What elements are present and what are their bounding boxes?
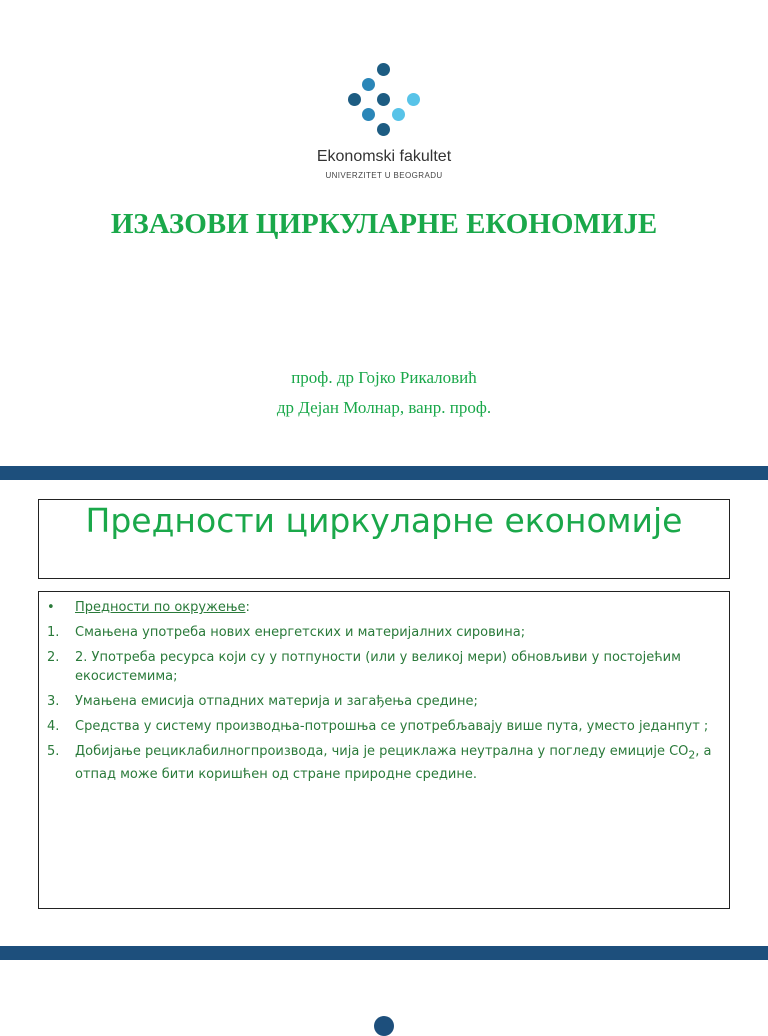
list-item-text: Добијање рециклабилногпроизвода, чија је рециклажа неутрална у погледу емиције CO: [75, 744, 689, 759]
author-line: др Дејан Молнар, ванр. проф.: [276, 398, 492, 417]
list-number: 3.: [47, 694, 60, 709]
advantages-list: [47, 598, 727, 790]
list-item: [47, 648, 727, 686]
list-item-text-tail: , а отпад може бити коришћен од стране природне средине.: [75, 744, 712, 782]
next-slide-logo-dot: [374, 1016, 394, 1036]
logo-dot: [377, 63, 390, 76]
slide-title: Предности циркуларне економије: [85, 501, 683, 540]
list-heading: [47, 598, 727, 617]
logo-subtitle: UNIVERZITET U BEOGRADU: [325, 171, 443, 180]
list-item: [47, 742, 727, 784]
content-slide: [0, 480, 768, 946]
author-line: проф. др Гојко Рикаловић: [291, 368, 477, 387]
heading-colon: :: [245, 600, 250, 615]
list-number: 5.: [47, 744, 60, 759]
content-placeholder: [38, 591, 730, 909]
list-item: [47, 623, 727, 642]
logo-dot: [362, 108, 375, 121]
list-item-text: 2. Употреба ресурса који су у потпуности (или у великој мери) обновљиви у постојећим екосистемима;: [75, 650, 681, 684]
bullet-marker: •: [47, 600, 55, 615]
list-number: 4.: [47, 719, 60, 734]
list-item-text: Умањена емисија отпадних материја и загађења средине;: [75, 694, 478, 709]
list-item-text: Смањена употреба нових енергетских и материјалних сировина;: [75, 625, 526, 640]
list-number: 1.: [47, 625, 60, 640]
logo-dot: [377, 123, 390, 136]
logo-dot: [362, 78, 375, 91]
list-item-text: Средства у систему производња-потрошња се употребљавају више пута, уместо једанпут ;: [75, 719, 709, 734]
list-item: [47, 717, 727, 736]
logo-dot: [377, 93, 390, 106]
title-slide: [0, 0, 768, 466]
logo-dot: [392, 108, 405, 121]
slide-separator: [0, 946, 768, 960]
list-number: 2.: [47, 650, 60, 665]
co2-subscript: 2: [688, 748, 696, 762]
logo-dot: [407, 93, 420, 106]
logo-name: Ekonomski fakultet: [316, 148, 452, 165]
heading-text: Предности по окружење: [75, 600, 246, 615]
faculty-logo-icon: [340, 60, 430, 130]
list-item: [47, 692, 727, 711]
presentation-title: ИЗАЗОВИ ЦИРКУЛАРНЕ ЕКОНОМИЈЕ: [110, 208, 658, 240]
logo-dot: [348, 93, 361, 106]
slide-separator: [0, 466, 768, 480]
